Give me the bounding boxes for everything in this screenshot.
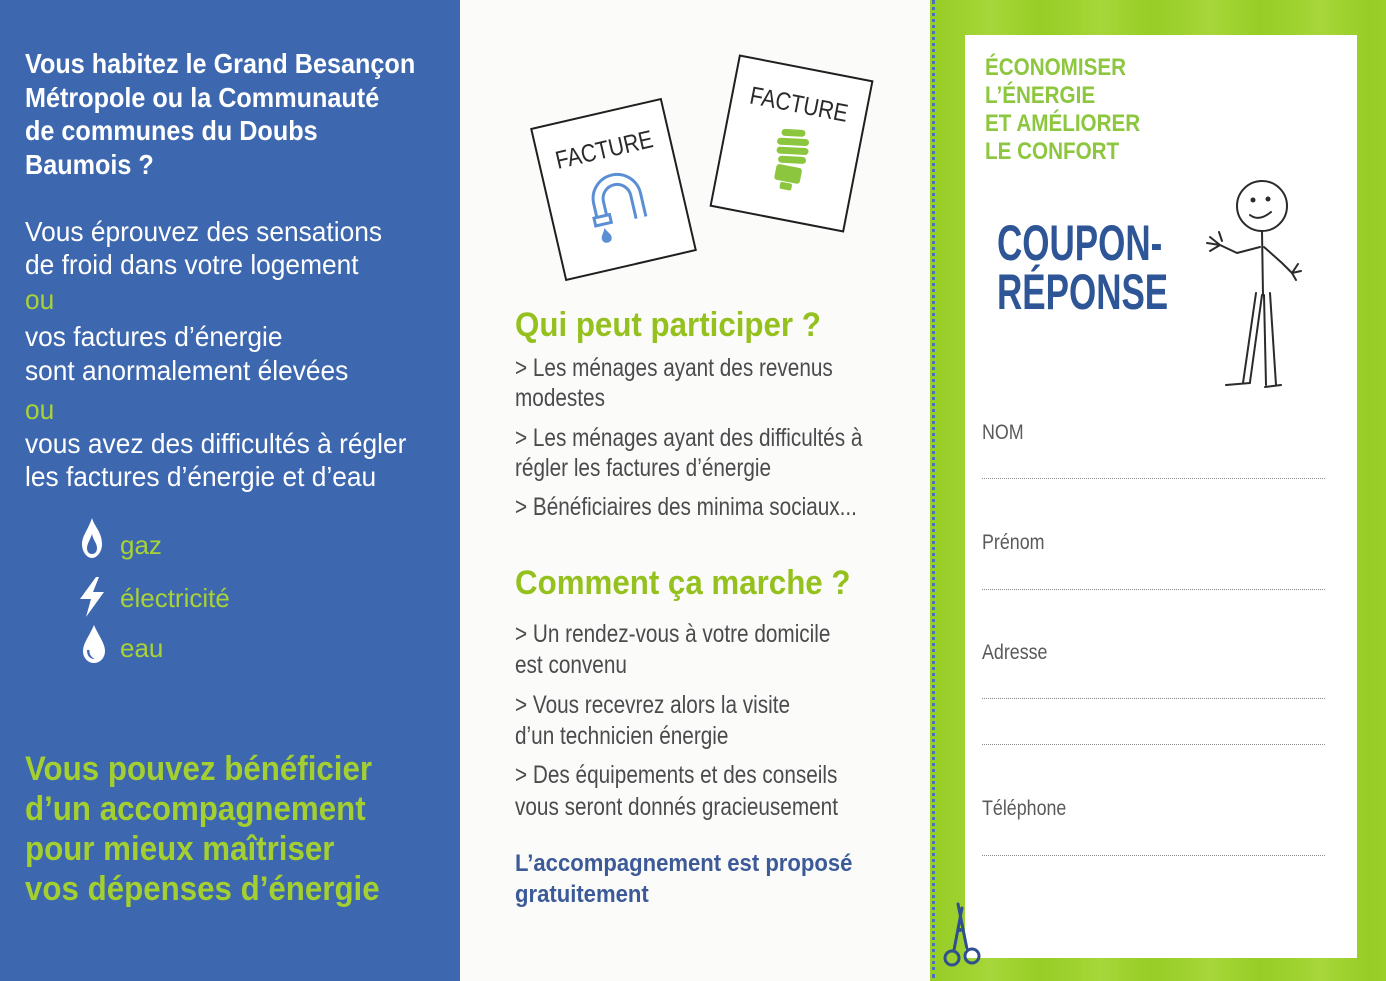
who-item: > Les ménages ayant des difficultés à — [515, 424, 863, 452]
scissors-icon — [938, 900, 988, 975]
form-fill-line — [982, 855, 1325, 856]
how-item: > Des équipements et des conseils — [515, 761, 838, 789]
middle-panel — [460, 0, 930, 981]
how-item: > Vous recevrez alors la visite — [515, 691, 791, 719]
heading-line: de communes du Doubs — [25, 115, 318, 146]
water-tap-icon — [576, 161, 660, 247]
symptom-line: sont anormalement élevées — [25, 355, 349, 386]
heading-line: Métropole ou la Communauté — [25, 81, 380, 113]
form-label-address: Adresse — [982, 641, 1048, 664]
who-item: modestes — [515, 384, 605, 412]
form-fill-line — [982, 589, 1325, 590]
title-line: RÉPONSE — [997, 264, 1169, 320]
form-label-phone: Téléphone — [982, 797, 1067, 820]
heading-line: Vous habitez le Grand Besançon — [25, 48, 416, 79]
reply-coupon — [965, 35, 1357, 958]
symptom-line: vous avez des difficultés à régler — [25, 428, 407, 459]
water-bill-card — [530, 98, 697, 281]
form-label-first-name: Prénom — [982, 531, 1045, 554]
how-item: est convenu — [515, 651, 627, 679]
who-item: > Bénéficiaires des minima sociaux... — [515, 493, 857, 521]
form-label-name: NOM — [982, 421, 1024, 444]
who-item: régler les factures d’énergie — [515, 454, 772, 482]
tagline-line: L’ÉNERGIE — [985, 82, 1096, 109]
symptom-line: vos factures d’énergie — [25, 321, 283, 352]
free-support-line: gratuitement — [515, 881, 649, 908]
light-bulb-icon — [759, 122, 821, 200]
coupon-panel — [930, 0, 1386, 981]
coupon-title — [997, 215, 1169, 320]
intro-heading — [25, 47, 415, 181]
energy-type-gas: gaz — [120, 530, 162, 560]
or-connector: ou — [25, 284, 55, 315]
coupon-tagline — [985, 54, 1140, 166]
benefit-line: pour mieux maîtriser — [25, 830, 335, 868]
form-fill-line — [982, 478, 1325, 479]
how-item: d’un technicien énergie — [515, 722, 729, 750]
symptom-line: Vous éprouvez des sensations — [25, 216, 383, 247]
symptom-line: de froid dans votre logement — [25, 249, 359, 280]
heading-line: Baumois ? — [25, 148, 154, 180]
who-heading: Qui peut participer ? — [515, 306, 821, 344]
how-item: > Un rendez-vous à votre domicile — [515, 620, 831, 648]
title-line: COUPON- — [997, 215, 1163, 271]
bill-label: FACTURE — [747, 81, 851, 128]
tagline-line: ET AMÉLIORER — [985, 110, 1141, 137]
form-fill-line — [982, 744, 1325, 745]
free-support-line: L’accompagnement est proposé — [515, 850, 853, 877]
energy-type-electricity: électricité — [120, 583, 230, 613]
flame-icon — [80, 518, 104, 558]
benefit-statement — [25, 749, 380, 909]
benefit-line: vos dépenses d’énergie — [25, 870, 380, 908]
free-support-note — [515, 848, 852, 910]
benefit-line: Vous pouvez bénéficier — [25, 750, 373, 788]
lightning-icon — [77, 577, 107, 617]
benefit-line: d’un accompagnement — [25, 790, 366, 828]
energy-type-water: eau — [120, 633, 164, 663]
how-item: vous seront donnés gracieusement — [515, 793, 838, 821]
or-connector: ou — [25, 394, 55, 425]
symptom-line: les factures d’énergie et d’eau — [25, 461, 377, 492]
left-panel — [0, 0, 460, 981]
tagline-line: LE CONFORT — [985, 138, 1120, 165]
tagline-line: ÉCONOMISER — [985, 54, 1127, 81]
cut-line — [932, 0, 935, 978]
form-fill-line — [982, 698, 1325, 699]
how-heading: Comment ça marche ? — [515, 564, 851, 602]
water-drop-icon — [82, 625, 106, 663]
energy-bill-card — [709, 54, 873, 232]
who-item: > Les ménages ayant des revenus — [515, 354, 833, 382]
bill-label: FACTURE — [552, 125, 656, 175]
stick-figure-icon — [1192, 175, 1302, 400]
